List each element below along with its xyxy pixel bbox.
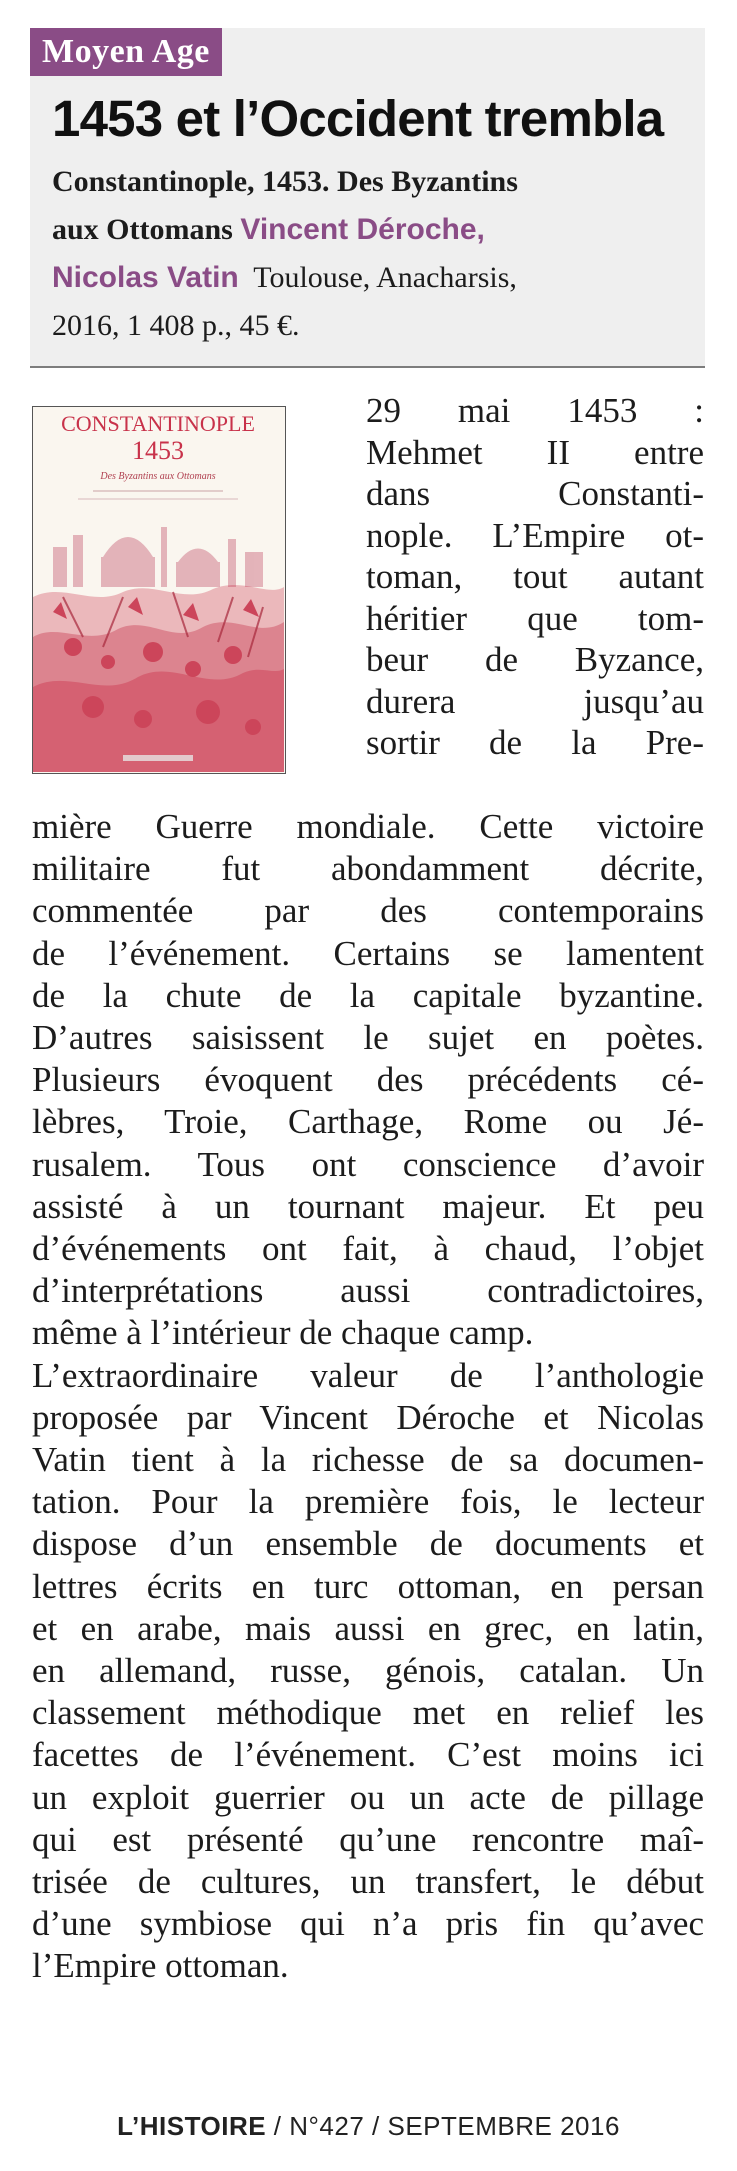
body-line: rusalem. Tous ont conscience d’avoir: [32, 1144, 704, 1184]
cover-year: 1453: [132, 436, 184, 465]
body-line: en allemand, russe, génois, catalan. Un: [32, 1651, 704, 1691]
book-cover-image: [32, 406, 286, 774]
body-line: d’une symbiose qui n’a pris fin qu’avec: [32, 1904, 704, 1944]
body-line: assisté à un tournant majeur. Et peu: [32, 1186, 704, 1226]
body-line: de la chute de la capitale byzantine.: [32, 975, 704, 1015]
header-divider: [30, 366, 705, 368]
body-line: L’extraordinaire valeur de l’anthologie: [32, 1355, 704, 1395]
cover-subtitle: Des Byzantins aux Ottomans: [100, 471, 216, 482]
body-line: trisée de cultures, un transfert, le début: [32, 1862, 704, 1902]
body-line: et en arabe, mais aussi en grec, en latin,: [32, 1608, 704, 1648]
book-title-line2: aux Ottomans: [52, 213, 233, 246]
body-line: mière Guerre mondiale. Cette victoire: [32, 807, 704, 846]
book-author-1: Vincent Déroche,: [240, 213, 485, 246]
body-line: D’autres saisissent le sujet en poètes.: [32, 1018, 704, 1058]
lead-line: héritier que tom-: [366, 598, 704, 638]
cover-title: CONSTANTINOPLE: [61, 411, 255, 436]
lead-line: nople. L’Empire ot-: [366, 515, 704, 555]
body-line: qui est présenté qu’une rencontre maî-: [32, 1819, 704, 1859]
book-title-line1: Constantinople, 1453. Des Byzantins: [52, 165, 518, 198]
body-line: d’interprétations aussi contradictoires,: [32, 1271, 704, 1311]
book-author-2: Nicolas Vatin: [52, 261, 239, 294]
body-line: lettres écrits en turc ottoman, en persan: [32, 1566, 704, 1606]
body-line: même à l’intérieur de chaque camp.: [32, 1313, 534, 1353]
lead-line: durera jusqu’au: [366, 681, 704, 721]
body-line: militaire fut abondamment décrite,: [32, 849, 704, 889]
lead-line: beur de Byzance,: [366, 640, 704, 679]
body-line: dispose d’un ensemble de documents et: [32, 1524, 704, 1564]
page-footer: [0, 2110, 737, 2142]
lead-line: sortir de la Pre-: [366, 723, 704, 762]
lead-line: toman, tout autant: [366, 557, 704, 596]
article-lead-column: [366, 390, 704, 764]
body-line: commentée par des contemporains: [32, 891, 704, 931]
article-body: [32, 806, 704, 1988]
issue-info: / N°427 / SEPTEMBRE 2016: [266, 2111, 620, 2141]
lead-line: 29 mai 1453 :: [366, 391, 704, 430]
body-line: l’Empire ottoman.: [32, 1946, 289, 1986]
body-line: Vatin tient à la richesse de sa documen-: [32, 1440, 704, 1480]
cover-illustration: [33, 407, 284, 772]
body-line: lèbres, Troie, Carthage, Rome ou Jé-: [32, 1102, 704, 1142]
magazine-name: L’HISTOIRE: [117, 2111, 267, 2141]
body-line: proposée par Vincent Déroche et Nicolas: [32, 1397, 704, 1437]
body-line: tation. Pour la première fois, le lecteur: [32, 1482, 704, 1522]
body-line: Plusieurs évoquent des précédents cé-: [32, 1060, 704, 1100]
body-line: un exploit guerrier ou un acte de pillage: [32, 1777, 704, 1817]
lead-line: dans Constanti-: [366, 474, 704, 513]
lead-line: Mehmet II entre: [366, 432, 704, 472]
book-details: 2016, 1 408 p., 45 €.: [52, 309, 300, 342]
book-reference: [52, 158, 702, 350]
article-headline: 1453 et l’Occident trembla: [52, 90, 664, 147]
book-publisher: Toulouse, Anacharsis,: [253, 261, 517, 294]
body-line: de l’événement. Certains se lamentent: [32, 933, 704, 973]
body-line: classement méthodique met en relief les: [32, 1693, 704, 1733]
section-rubric: Moyen Age: [30, 28, 222, 76]
body-line: facettes de l’événement. C’est moins ici: [32, 1735, 704, 1775]
body-line: d’événements ont fait, à chaud, l’objet: [32, 1229, 704, 1269]
